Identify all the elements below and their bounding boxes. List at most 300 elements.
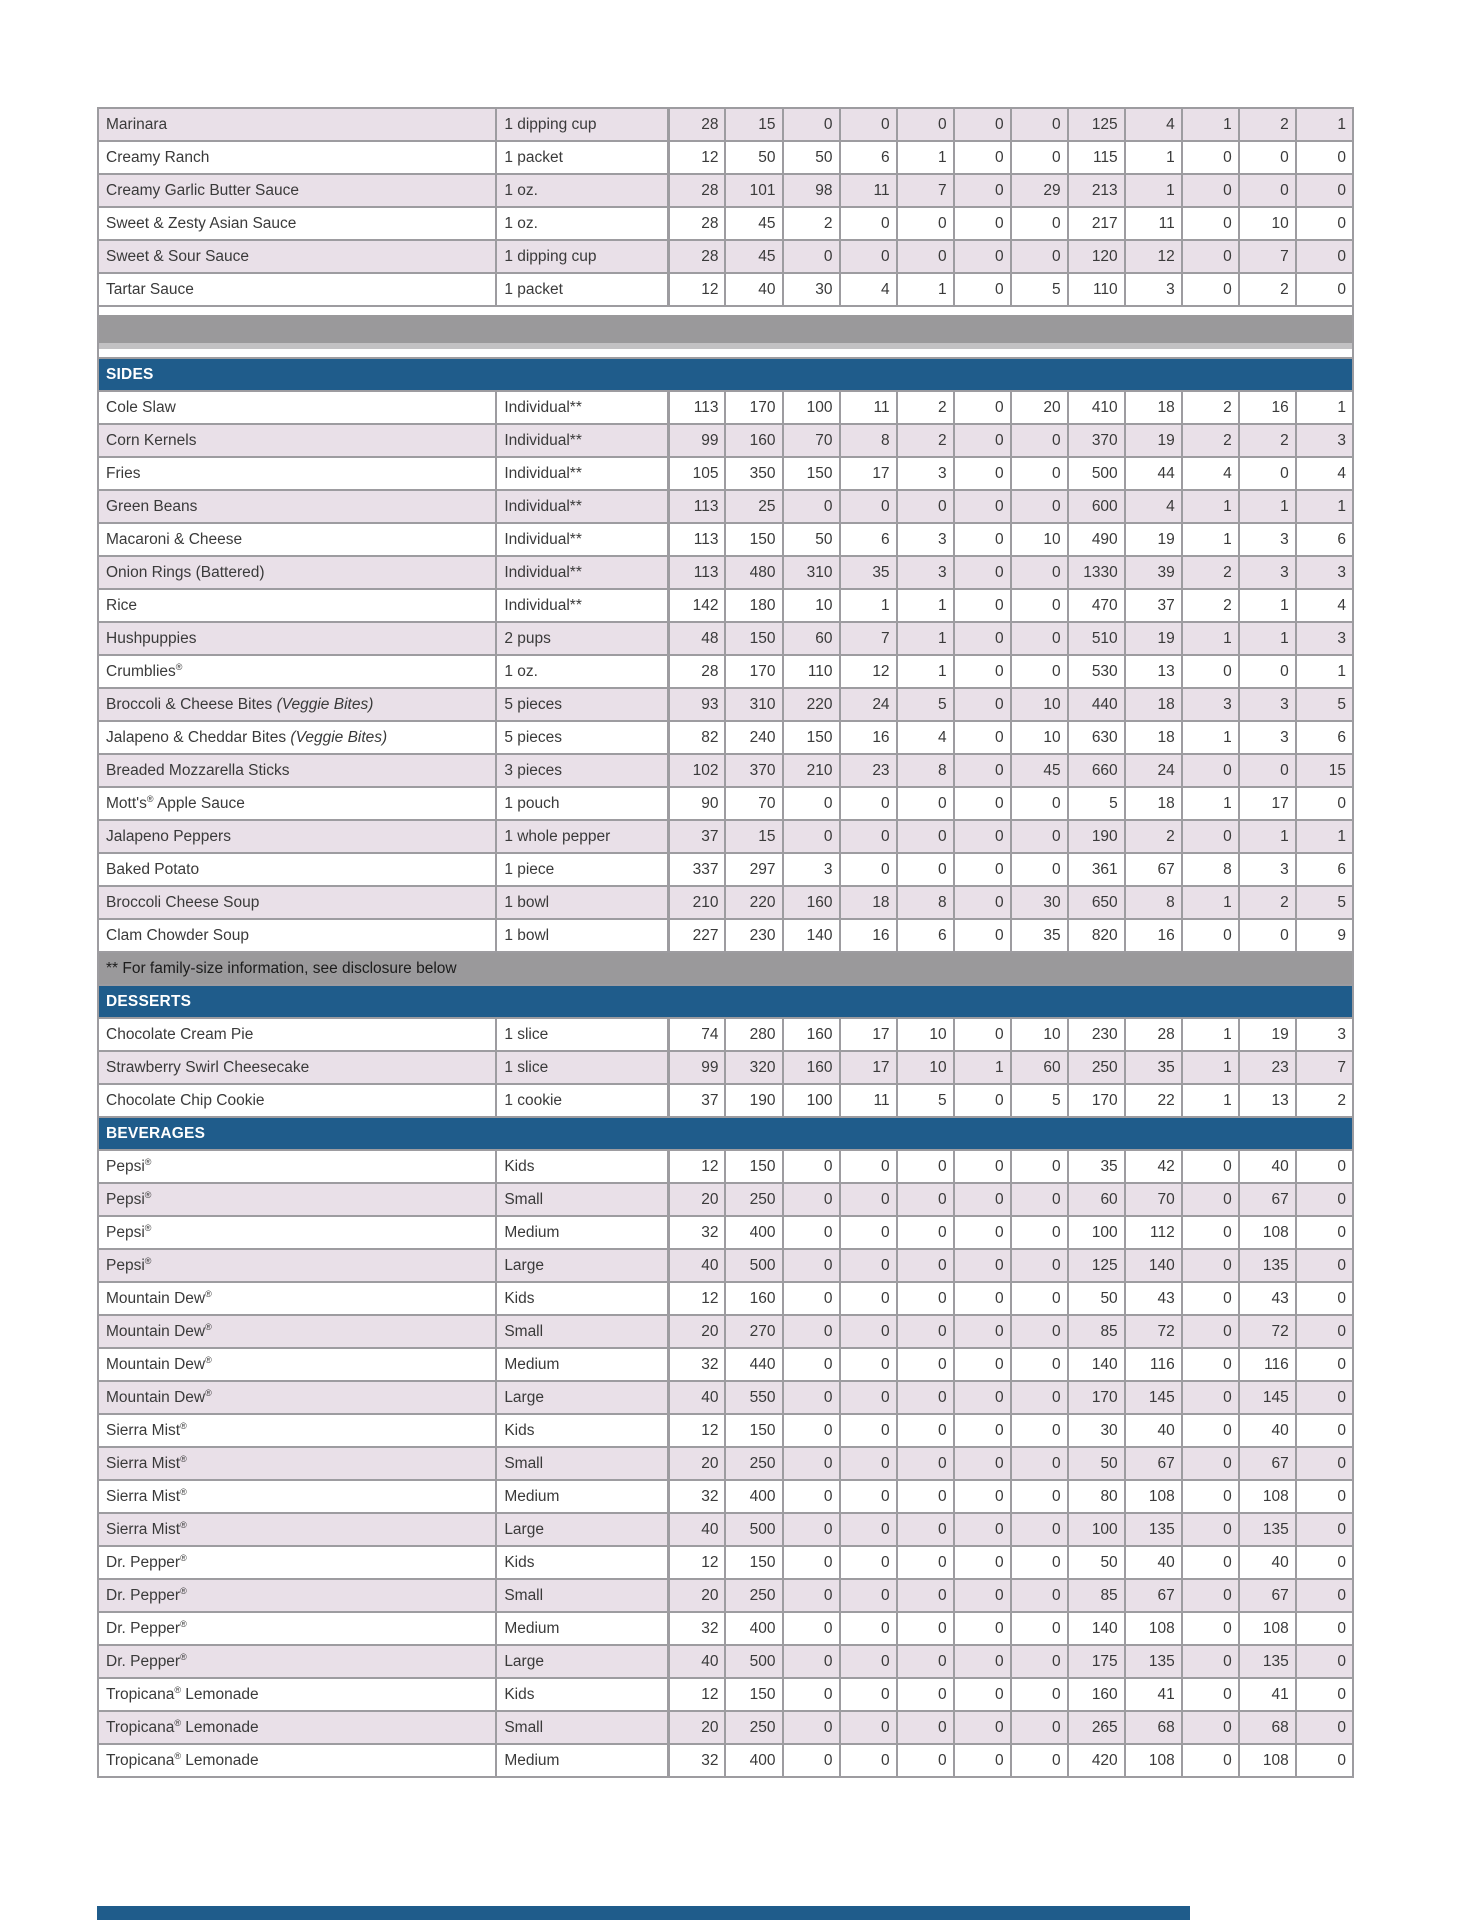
- value-cell: 3: [1125, 273, 1182, 306]
- value-cell: 72: [1239, 1315, 1296, 1348]
- value-cell: 0: [1011, 1678, 1068, 1711]
- value-cell: 0: [1182, 1546, 1239, 1579]
- value-cell: 32: [668, 1216, 725, 1249]
- value-cell: 0: [840, 1315, 897, 1348]
- value-cell: 0: [1239, 754, 1296, 787]
- value-cell: 310: [725, 688, 782, 721]
- value-cell: 125: [1068, 1249, 1125, 1282]
- value-cell: 6: [1296, 523, 1353, 556]
- value-cell: 11: [840, 391, 897, 424]
- serving-size-cell: 1 dipping cup: [496, 240, 668, 273]
- value-cell: 150: [783, 721, 840, 754]
- item-name-cell: Pepsi®: [98, 1183, 496, 1216]
- value-cell: 0: [897, 1579, 954, 1612]
- value-cell: 0: [1182, 1447, 1239, 1480]
- value-cell: 135: [1239, 1645, 1296, 1678]
- registered-mark: ®: [180, 1420, 187, 1431]
- item-name-cell: Jalapeno & Cheddar Bites (Veggie Bites): [98, 721, 496, 754]
- value-cell: 1: [1182, 1084, 1239, 1117]
- value-cell: 0: [897, 108, 954, 141]
- value-cell: 0: [1011, 655, 1068, 688]
- item-name-cell: Fries: [98, 457, 496, 490]
- value-cell: 0: [1296, 207, 1353, 240]
- value-cell: 0: [840, 1612, 897, 1645]
- value-cell: 67: [1239, 1579, 1296, 1612]
- value-cell: 16: [840, 919, 897, 952]
- value-cell: 1: [897, 622, 954, 655]
- value-cell: 108: [1239, 1480, 1296, 1513]
- value-cell: 9: [1296, 919, 1353, 952]
- value-cell: 18: [1125, 787, 1182, 820]
- value-cell: 500: [725, 1249, 782, 1282]
- value-cell: 5: [897, 1084, 954, 1117]
- value-cell: 142: [668, 589, 725, 622]
- value-cell: 19: [1125, 622, 1182, 655]
- item-name-cell: Green Beans: [98, 490, 496, 523]
- value-cell: 5: [1296, 688, 1353, 721]
- value-cell: 32: [668, 1612, 725, 1645]
- table-row: [98, 556, 1353, 589]
- value-cell: 350: [725, 457, 782, 490]
- value-cell: 112: [1125, 1216, 1182, 1249]
- value-cell: 28: [1125, 1018, 1182, 1051]
- value-cell: 220: [783, 688, 840, 721]
- value-cell: 0: [783, 1183, 840, 1216]
- value-cell: 0: [1011, 1744, 1068, 1777]
- value-cell: 108: [1239, 1216, 1296, 1249]
- value-cell: 0: [783, 240, 840, 273]
- value-cell: 0: [1011, 622, 1068, 655]
- value-cell: 3: [783, 853, 840, 886]
- value-cell: 0: [1182, 1645, 1239, 1678]
- value-cell: 0: [1296, 1183, 1353, 1216]
- value-cell: 0: [1011, 141, 1068, 174]
- value-cell: 217: [1068, 207, 1125, 240]
- item-name-cell: Dr. Pepper®: [98, 1579, 496, 1612]
- value-cell: 3: [1239, 523, 1296, 556]
- value-cell: 500: [725, 1645, 782, 1678]
- item-name-cell: Clam Chowder Soup: [98, 919, 496, 952]
- value-cell: 0: [1011, 820, 1068, 853]
- registered-mark: ®: [180, 1552, 187, 1563]
- value-cell: 0: [954, 886, 1011, 919]
- table-row: [98, 1315, 1353, 1348]
- value-cell: 0: [840, 853, 897, 886]
- value-cell: 45: [725, 240, 782, 273]
- item-name-cell: Sweet & Zesty Asian Sauce: [98, 207, 496, 240]
- value-cell: 28: [668, 207, 725, 240]
- value-cell: 0: [897, 1216, 954, 1249]
- value-cell: 1: [1239, 490, 1296, 523]
- value-cell: 0: [1182, 240, 1239, 273]
- serving-size-cell: Kids: [496, 1150, 668, 1183]
- value-cell: 0: [783, 1645, 840, 1678]
- serving-size-cell: 5 pieces: [496, 721, 668, 754]
- serving-size-cell: 1 bowl: [496, 886, 668, 919]
- value-cell: 0: [1182, 1579, 1239, 1612]
- item-name-cell: Broccoli & Cheese Bites (Veggie Bites): [98, 688, 496, 721]
- value-cell: 0: [783, 1414, 840, 1447]
- value-cell: 0: [1239, 174, 1296, 207]
- value-cell: 113: [668, 490, 725, 523]
- value-cell: 20: [668, 1447, 725, 1480]
- registered-mark: ®: [205, 1354, 212, 1365]
- value-cell: 40: [1125, 1414, 1182, 1447]
- table-row: [98, 589, 1353, 622]
- value-cell: 150: [725, 1546, 782, 1579]
- value-cell: 135: [1239, 1513, 1296, 1546]
- value-cell: 0: [1296, 1612, 1353, 1645]
- value-cell: 13: [1125, 655, 1182, 688]
- value-cell: 68: [1239, 1711, 1296, 1744]
- value-cell: 8: [897, 754, 954, 787]
- value-cell: 70: [783, 424, 840, 457]
- serving-size-cell: Individual**: [496, 490, 668, 523]
- value-cell: 3: [1239, 721, 1296, 754]
- value-cell: 113: [668, 391, 725, 424]
- value-cell: 0: [954, 622, 1011, 655]
- value-cell: 11: [840, 174, 897, 207]
- serving-size-cell: Individual**: [496, 457, 668, 490]
- value-cell: 110: [783, 655, 840, 688]
- item-name-cell: Tropicana® Lemonade: [98, 1678, 496, 1711]
- value-cell: 0: [897, 1150, 954, 1183]
- item-name-cell: Sierra Mist®: [98, 1414, 496, 1447]
- item-name-italic: (Veggie Bites): [276, 695, 374, 713]
- value-cell: 40: [668, 1513, 725, 1546]
- table-row: [98, 1282, 1353, 1315]
- item-name-cell: Dr. Pepper®: [98, 1546, 496, 1579]
- value-cell: 0: [1011, 240, 1068, 273]
- value-cell: 0: [1011, 1381, 1068, 1414]
- value-cell: 0: [1011, 1612, 1068, 1645]
- value-cell: 11: [1125, 207, 1182, 240]
- value-cell: 0: [1011, 1282, 1068, 1315]
- value-cell: 0: [1296, 1513, 1353, 1546]
- spacer-row: [98, 306, 1353, 358]
- serving-size-cell: Small: [496, 1711, 668, 1744]
- item-name-cell: Pepsi®: [98, 1216, 496, 1249]
- value-cell: 0: [1296, 1348, 1353, 1381]
- value-cell: 480: [725, 556, 782, 589]
- value-cell: 2: [1182, 556, 1239, 589]
- value-cell: 68: [1125, 1711, 1182, 1744]
- value-cell: 0: [840, 240, 897, 273]
- value-cell: 0: [1296, 1216, 1353, 1249]
- value-cell: 1: [1182, 523, 1239, 556]
- serving-size-cell: 2 pups: [496, 622, 668, 655]
- value-cell: 98: [783, 174, 840, 207]
- section-header-beverages: BEVERAGES: [98, 1117, 1353, 1150]
- serving-size-cell: Small: [496, 1579, 668, 1612]
- value-cell: 160: [783, 1051, 840, 1084]
- table-row: [98, 1216, 1353, 1249]
- value-cell: 0: [783, 1744, 840, 1777]
- value-cell: 72: [1125, 1315, 1182, 1348]
- value-cell: 6: [1296, 853, 1353, 886]
- value-cell: 170: [725, 655, 782, 688]
- value-cell: 0: [783, 1612, 840, 1645]
- value-cell: 0: [1011, 457, 1068, 490]
- table-row: [98, 1414, 1353, 1447]
- value-cell: 6: [840, 523, 897, 556]
- value-cell: 0: [1182, 1612, 1239, 1645]
- value-cell: 4: [840, 273, 897, 306]
- value-cell: 0: [840, 1546, 897, 1579]
- table-row: [98, 108, 1353, 141]
- value-cell: 50: [783, 523, 840, 556]
- registered-mark: ®: [174, 1684, 181, 1695]
- section-row: [98, 1117, 1353, 1150]
- value-cell: 0: [840, 1381, 897, 1414]
- value-cell: 0: [1011, 1645, 1068, 1678]
- value-cell: 12: [668, 1150, 725, 1183]
- value-cell: 0: [897, 1513, 954, 1546]
- value-cell: 6: [897, 919, 954, 952]
- value-cell: 0: [1011, 1315, 1068, 1348]
- section-spacer: [98, 306, 1353, 358]
- table-row: [98, 1249, 1353, 1282]
- value-cell: 110: [1068, 273, 1125, 306]
- value-cell: 30: [1011, 886, 1068, 919]
- value-cell: 0: [954, 1513, 1011, 1546]
- value-cell: 0: [897, 1249, 954, 1282]
- value-cell: 3: [1296, 556, 1353, 589]
- value-cell: 0: [1296, 1546, 1353, 1579]
- value-cell: 0: [1011, 787, 1068, 820]
- value-cell: 0: [1011, 1348, 1068, 1381]
- serving-size-cell: 1 slice: [496, 1018, 668, 1051]
- value-cell: 115: [1068, 141, 1125, 174]
- value-cell: 310: [783, 556, 840, 589]
- section-row: [98, 985, 1353, 1018]
- table-row: [98, 1051, 1353, 1084]
- value-cell: 48: [668, 622, 725, 655]
- value-cell: 37: [668, 820, 725, 853]
- value-cell: 0: [1182, 207, 1239, 240]
- value-cell: 0: [840, 207, 897, 240]
- value-cell: 0: [1011, 1480, 1068, 1513]
- item-name-cell: Rice: [98, 589, 496, 622]
- value-cell: 1: [1182, 490, 1239, 523]
- value-cell: 440: [725, 1348, 782, 1381]
- value-cell: 0: [1182, 174, 1239, 207]
- value-cell: 0: [1296, 1150, 1353, 1183]
- value-cell: 3: [1239, 688, 1296, 721]
- value-cell: 2: [1182, 589, 1239, 622]
- value-cell: 4: [1125, 490, 1182, 523]
- item-name-cell: Corn Kernels: [98, 424, 496, 457]
- serving-size-cell: Medium: [496, 1744, 668, 1777]
- value-cell: 0: [1296, 1414, 1353, 1447]
- value-cell: 30: [783, 273, 840, 306]
- value-cell: 28: [668, 108, 725, 141]
- serving-size-cell: 1 whole pepper: [496, 820, 668, 853]
- value-cell: 12: [840, 655, 897, 688]
- value-cell: 12: [1125, 240, 1182, 273]
- value-cell: 0: [1182, 820, 1239, 853]
- value-cell: 210: [783, 754, 840, 787]
- value-cell: 0: [897, 1447, 954, 1480]
- value-cell: 500: [725, 1513, 782, 1546]
- value-cell: 0: [1296, 1381, 1353, 1414]
- value-cell: 0: [1011, 1546, 1068, 1579]
- value-cell: 1: [897, 589, 954, 622]
- value-cell: 0: [897, 1678, 954, 1711]
- registered-mark: ®: [146, 793, 154, 804]
- value-cell: 140: [783, 919, 840, 952]
- value-cell: 67: [1125, 1447, 1182, 1480]
- value-cell: 0: [783, 1447, 840, 1480]
- value-cell: 17: [840, 1051, 897, 1084]
- value-cell: 0: [1011, 424, 1068, 457]
- registered-mark: ®: [180, 1486, 187, 1497]
- value-cell: 230: [1068, 1018, 1125, 1051]
- table-row: [98, 1447, 1353, 1480]
- value-cell: 22: [1125, 1084, 1182, 1117]
- value-cell: 0: [954, 853, 1011, 886]
- value-cell: 70: [1125, 1183, 1182, 1216]
- value-cell: 0: [1182, 1744, 1239, 1777]
- value-cell: 0: [783, 1381, 840, 1414]
- value-cell: 0: [783, 1150, 840, 1183]
- value-cell: 43: [1239, 1282, 1296, 1315]
- table-row: [98, 1183, 1353, 1216]
- value-cell: 0: [954, 787, 1011, 820]
- value-cell: 0: [783, 820, 840, 853]
- value-cell: 170: [1068, 1084, 1125, 1117]
- value-cell: 150: [725, 1678, 782, 1711]
- value-cell: 0: [1296, 1579, 1353, 1612]
- value-cell: 1: [1296, 820, 1353, 853]
- value-cell: 0: [1011, 1579, 1068, 1612]
- table-row: [98, 1150, 1353, 1183]
- value-cell: 0: [840, 1645, 897, 1678]
- item-name-cell: Tropicana® Lemonade: [98, 1744, 496, 1777]
- value-cell: 28: [668, 174, 725, 207]
- value-cell: 82: [668, 721, 725, 754]
- value-cell: 0: [954, 240, 1011, 273]
- value-cell: 1: [897, 141, 954, 174]
- table-row: [98, 1612, 1353, 1645]
- value-cell: 0: [954, 523, 1011, 556]
- table-row: [98, 754, 1353, 787]
- item-name-cell: Mountain Dew®: [98, 1282, 496, 1315]
- value-cell: 150: [783, 457, 840, 490]
- value-cell: 4: [1296, 457, 1353, 490]
- value-cell: 67: [1125, 1579, 1182, 1612]
- value-cell: 0: [1011, 1216, 1068, 1249]
- value-cell: 108: [1125, 1744, 1182, 1777]
- registered-mark: ®: [174, 1750, 181, 1761]
- value-cell: 16: [840, 721, 897, 754]
- value-cell: 40: [1239, 1150, 1296, 1183]
- value-cell: 2: [1239, 108, 1296, 141]
- value-cell: 0: [954, 1315, 1011, 1348]
- value-cell: 210: [668, 886, 725, 919]
- value-cell: 0: [840, 1150, 897, 1183]
- value-cell: 45: [725, 207, 782, 240]
- gray-spacer-band: [99, 315, 1352, 349]
- value-cell: 0: [897, 1744, 954, 1777]
- value-cell: 0: [954, 1480, 1011, 1513]
- value-cell: 102: [668, 754, 725, 787]
- table-row: [98, 424, 1353, 457]
- value-cell: 250: [725, 1711, 782, 1744]
- value-cell: 1: [897, 655, 954, 688]
- value-cell: 160: [1068, 1678, 1125, 1711]
- value-cell: 0: [897, 1645, 954, 1678]
- value-cell: 0: [840, 1447, 897, 1480]
- serving-size-cell: 1 oz.: [496, 174, 668, 207]
- value-cell: 170: [1068, 1381, 1125, 1414]
- value-cell: 0: [897, 1546, 954, 1579]
- item-name-cell: Mountain Dew®: [98, 1381, 496, 1414]
- item-name-cell: Macaroni & Cheese: [98, 523, 496, 556]
- value-cell: 30: [1068, 1414, 1125, 1447]
- registered-mark: ®: [205, 1288, 212, 1299]
- value-cell: 10: [897, 1018, 954, 1051]
- value-cell: 18: [840, 886, 897, 919]
- value-cell: 0: [840, 1711, 897, 1744]
- value-cell: 0: [1182, 1381, 1239, 1414]
- value-cell: 116: [1239, 1348, 1296, 1381]
- value-cell: 600: [1068, 490, 1125, 523]
- item-name-cell: Sweet & Sour Sauce: [98, 240, 496, 273]
- value-cell: 116: [1125, 1348, 1182, 1381]
- value-cell: 0: [954, 1084, 1011, 1117]
- value-cell: 0: [783, 1348, 840, 1381]
- serving-size-cell: 1 packet: [496, 273, 668, 306]
- value-cell: 7: [1239, 240, 1296, 273]
- value-cell: 0: [954, 1216, 1011, 1249]
- table-row: [98, 1513, 1353, 1546]
- value-cell: 4: [897, 721, 954, 754]
- table-row: [98, 655, 1353, 688]
- value-cell: 0: [783, 1711, 840, 1744]
- value-cell: 0: [1011, 1711, 1068, 1744]
- value-cell: 1: [1239, 622, 1296, 655]
- value-cell: 3: [1182, 688, 1239, 721]
- value-cell: 40: [1125, 1546, 1182, 1579]
- value-cell: 0: [1182, 1348, 1239, 1381]
- serving-size-cell: 1 slice: [496, 1051, 668, 1084]
- value-cell: 0: [954, 1282, 1011, 1315]
- value-cell: 20: [668, 1315, 725, 1348]
- value-cell: 8: [1125, 886, 1182, 919]
- value-cell: 0: [1182, 273, 1239, 306]
- value-cell: 0: [954, 1645, 1011, 1678]
- value-cell: 35: [1068, 1150, 1125, 1183]
- value-cell: 5: [1296, 886, 1353, 919]
- value-cell: 108: [1125, 1480, 1182, 1513]
- value-cell: 0: [783, 1249, 840, 1282]
- item-name-cell: Strawberry Swirl Cheesecake: [98, 1051, 496, 1084]
- value-cell: 1: [840, 589, 897, 622]
- registered-mark: ®: [144, 1222, 152, 1233]
- value-cell: 28: [668, 655, 725, 688]
- value-cell: 0: [1011, 490, 1068, 523]
- item-name-cell: Dr. Pepper®: [98, 1612, 496, 1645]
- value-cell: 0: [1182, 919, 1239, 952]
- value-cell: 20: [668, 1711, 725, 1744]
- value-cell: 41: [1239, 1678, 1296, 1711]
- value-cell: 125: [1068, 108, 1125, 141]
- value-cell: 0: [897, 240, 954, 273]
- value-cell: 0: [954, 1381, 1011, 1414]
- value-cell: 0: [1296, 240, 1353, 273]
- serving-size-cell: Kids: [496, 1678, 668, 1711]
